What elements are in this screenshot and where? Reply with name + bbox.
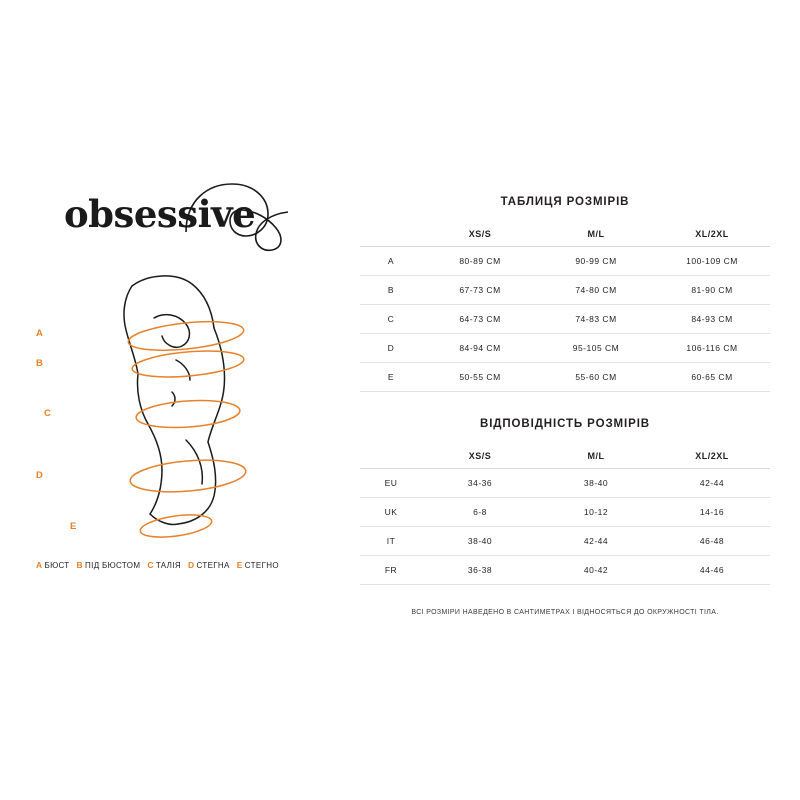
table-row <box>360 527 770 556</box>
legend-text-a: БЮСТ <box>44 561 70 570</box>
legend-text-e: СТЕГНО <box>244 561 279 570</box>
legend-text-b: ПІД БЮСТОМ <box>85 561 141 570</box>
size-d-xl2xl: 106-116 CM <box>654 334 770 363</box>
table-row <box>360 363 770 392</box>
conversion-eu-xl2xl: 42-44 <box>654 469 770 498</box>
table-row <box>360 334 770 363</box>
conversion-table-col-1: XS/S <box>422 444 538 469</box>
tables-column <box>360 196 770 616</box>
table-row <box>360 498 770 527</box>
conversion-table-title: ВІДПОВІДНІСТЬ РОЗМІРІВ <box>479 418 650 430</box>
figure-label-e: E <box>70 521 77 532</box>
conversion-it-xl2xl: 46-48 <box>654 527 770 556</box>
conversion-fr-ml: 40-42 <box>538 556 654 585</box>
size-e-ml: 55-60 CM <box>538 363 654 392</box>
legend-letter-a: A <box>36 560 43 570</box>
conversion-uk-ml: 10-12 <box>538 498 654 527</box>
size-b-ml: 74-80 CM <box>538 276 654 305</box>
conversion-table-col-3: XL/2XL <box>654 444 770 469</box>
conversion-uk-xss: 6-8 <box>422 498 538 527</box>
table-row <box>360 469 770 498</box>
size-e-xl2xl: 60-65 CM <box>654 363 770 392</box>
table-row <box>360 247 770 276</box>
size-row-key-e: E <box>360 363 422 392</box>
body-figure-illustration <box>36 264 336 554</box>
legend-letter-b: B <box>76 560 84 570</box>
size-table-header-row <box>360 222 770 247</box>
conversion-fr-xl2xl: 44-46 <box>654 556 770 585</box>
conversion-row-key-fr: FR <box>360 556 422 585</box>
size-c-xss: 64-73 CM <box>422 305 538 334</box>
legend-letter-d: D <box>187 560 195 570</box>
size-c-xl2xl: 84-93 CM <box>654 305 770 334</box>
legend-letter-c: C <box>147 560 154 570</box>
size-d-xss: 84-94 CM <box>422 334 538 363</box>
measurement-legend <box>36 560 366 570</box>
size-a-xss: 80-89 CM <box>422 247 538 276</box>
table-row <box>360 276 770 305</box>
conversion-row-key-eu: EU <box>360 469 422 498</box>
brand-wordmark: obsessive <box>64 192 256 236</box>
figure-svg <box>36 264 336 554</box>
conversion-eu-ml: 38-40 <box>538 469 654 498</box>
footnote: ВСІ РОЗМІРИ НАВЕДЕНО В САНТИМЕТРАХ І ВІДНОСЯТЬСЯ ДО ОКРУЖНОСТІ ТІЛА. <box>411 609 719 616</box>
legend-text-d: СТЕГНА <box>196 561 230 570</box>
size-table-col-1: XS/S <box>422 222 538 247</box>
size-a-xl2xl: 100-109 CM <box>654 247 770 276</box>
size-row-key-d: D <box>360 334 422 363</box>
size-table-col-3: XL/2XL <box>654 222 770 247</box>
figure-label-c: C <box>44 408 52 419</box>
size-table-col-0 <box>360 222 422 247</box>
size-a-ml: 90-99 CM <box>538 247 654 276</box>
conversion-it-xss: 38-40 <box>422 527 538 556</box>
table-row <box>360 305 770 334</box>
conversion-row-key-it: IT <box>360 527 422 556</box>
legend-letter-e: E <box>236 560 243 570</box>
size-c-ml: 74-83 CM <box>538 305 654 334</box>
conversion-eu-xss: 34-36 <box>422 469 538 498</box>
conversion-table <box>360 444 770 585</box>
figure-label-a: A <box>36 328 44 339</box>
size-row-key-c: C <box>360 305 422 334</box>
size-row-key-a: A <box>360 247 422 276</box>
legend-text-c: ТАЛІЯ <box>155 561 181 570</box>
conversion-uk-xl2xl: 14-16 <box>654 498 770 527</box>
conversion-table-col-2: M/L <box>538 444 654 469</box>
brand-logo <box>36 170 346 260</box>
table-spacer <box>360 392 770 418</box>
brand-and-figure-column <box>36 170 346 554</box>
conversion-fr-xss: 36-38 <box>422 556 538 585</box>
size-table-col-2: M/L <box>538 222 654 247</box>
size-b-xss: 67-73 CM <box>422 276 538 305</box>
conversion-it-ml: 42-44 <box>538 527 654 556</box>
size-d-ml: 95-105 CM <box>538 334 654 363</box>
size-table <box>360 222 770 392</box>
size-table-title: ТАБЛИЦЯ РОЗМІРІВ <box>500 196 630 208</box>
size-b-xl2xl: 81-90 CM <box>654 276 770 305</box>
figure-label-d: D <box>36 470 44 481</box>
conversion-table-col-0 <box>360 444 422 469</box>
size-row-key-b: B <box>360 276 422 305</box>
conversion-row-key-uk: UK <box>360 498 422 527</box>
table-row <box>360 556 770 585</box>
conversion-table-header-row <box>360 444 770 469</box>
figure-label-b: B <box>36 358 44 369</box>
size-e-xss: 50-55 CM <box>422 363 538 392</box>
